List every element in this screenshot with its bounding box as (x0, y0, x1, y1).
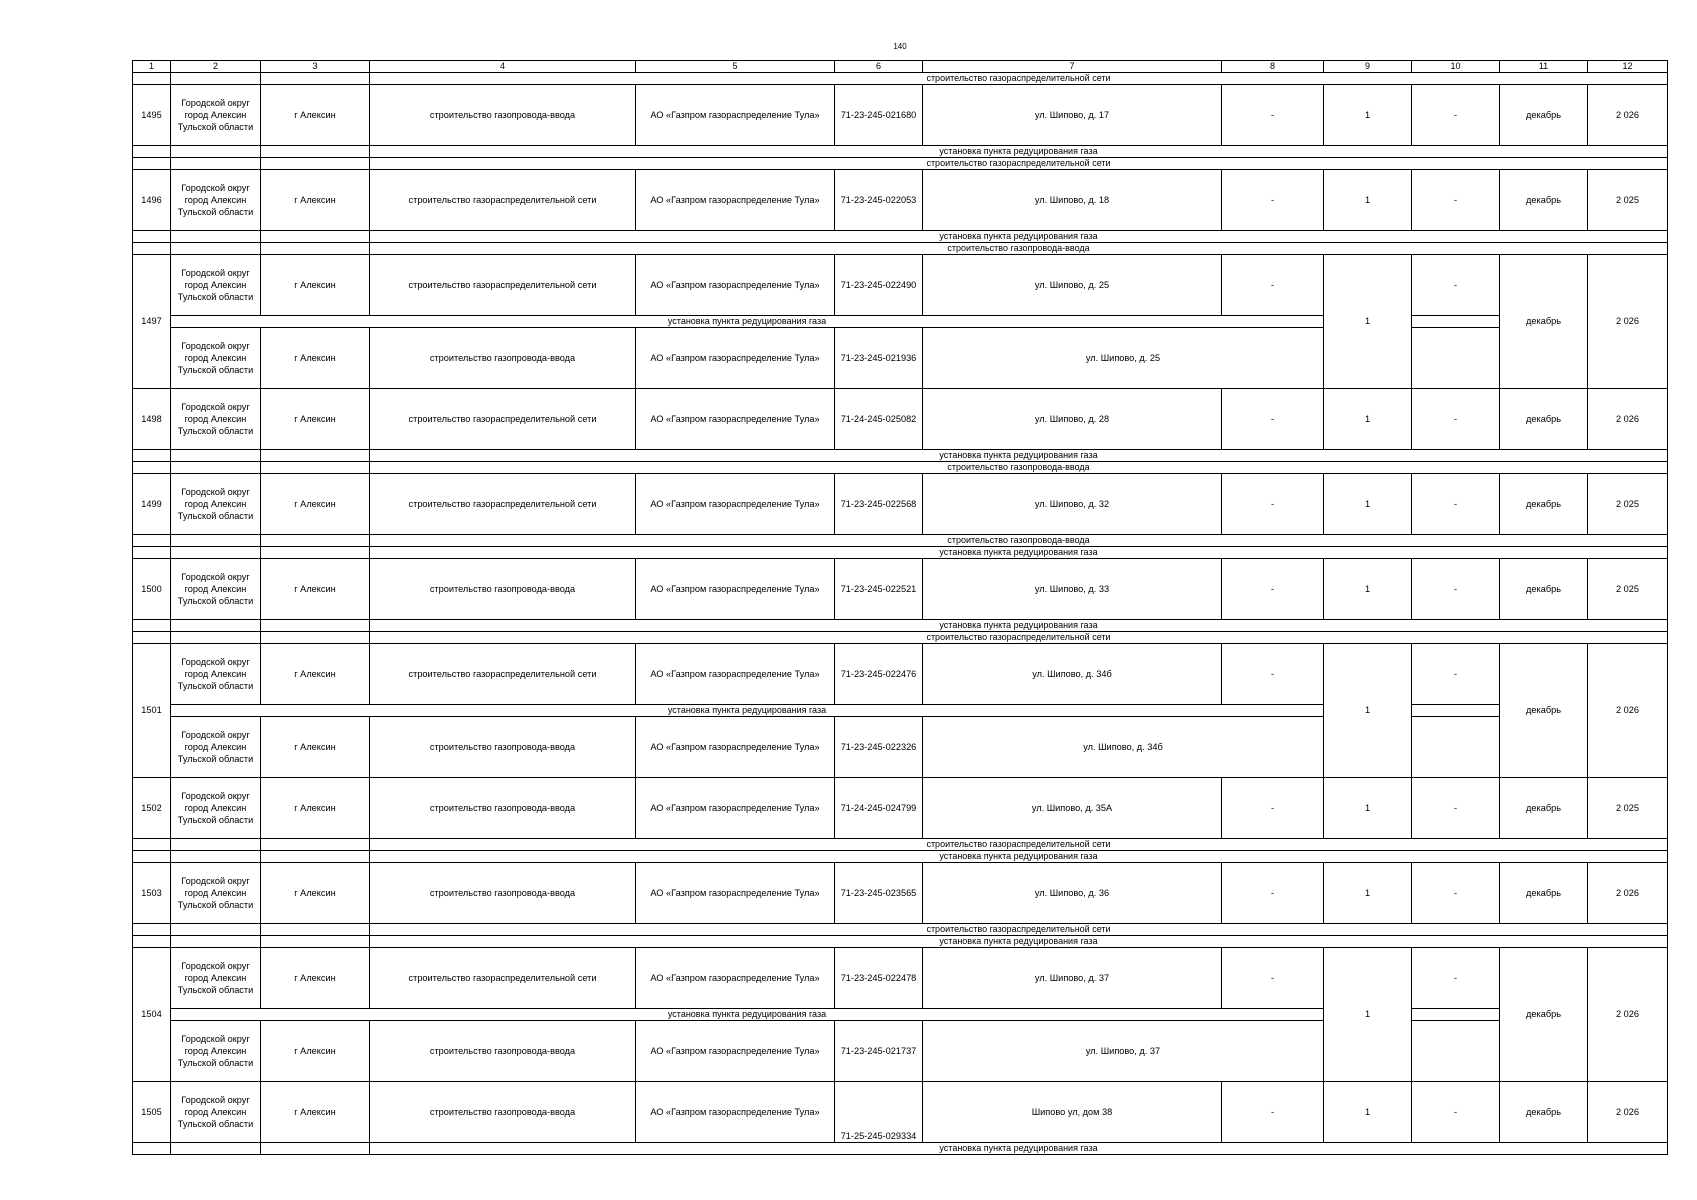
municipality-cell: Городской округ город Алексин Тульской области (171, 559, 261, 620)
header-row (133, 61, 1668, 73)
column-header-10: 10 (1412, 61, 1500, 73)
year-cell: 2 025 (1588, 170, 1668, 231)
work-type-label: установка пункта редуцирования газа (171, 705, 1324, 717)
object-code-cell: 71-24-245-024799 (835, 778, 923, 839)
work-type-label: строительство газопровода-ввода (370, 243, 1668, 255)
column-8-cell: - (1222, 863, 1324, 924)
column-8-cell: - (1222, 474, 1324, 535)
column-header-8: 8 (1222, 61, 1324, 73)
label-empty-cell (171, 243, 261, 255)
label-empty-cell (261, 936, 370, 948)
object-code-cell: 71-23-245-022478 (835, 948, 923, 1009)
column-header-6: 6 (835, 61, 923, 73)
label-empty-cell (261, 450, 370, 462)
group-label-row (133, 1009, 1668, 1021)
settlement-cell: г Алексин (261, 863, 370, 924)
label-empty-cell (261, 839, 370, 851)
label-empty-cell (171, 450, 261, 462)
work-type-label: строительство газораспределительной сети (370, 158, 1668, 170)
organization-cell: АО «Газпром газораспределение Тула» (636, 170, 835, 231)
settlement-cell: г Алексин (261, 1021, 370, 1082)
label-empty-cell (171, 158, 261, 170)
work-description-cell: строительство газораспределительной сети (370, 948, 636, 1009)
column-9-cell: 1 (1324, 948, 1412, 1082)
settlement-cell: г Алексин (261, 85, 370, 146)
label-empty-cell (261, 158, 370, 170)
table-row (133, 717, 1668, 778)
object-code-cell: 71-23-245-022476 (835, 644, 923, 705)
year-cell: 2 026 (1588, 863, 1668, 924)
year-cell: 2 026 (1588, 1082, 1668, 1143)
row-number: 1495 (133, 85, 171, 146)
object-code-cell: 71-23-245-023565 (835, 863, 923, 924)
year-cell: 2 026 (1588, 644, 1668, 778)
municipality-cell: Городской округ город Алексин Тульской области (171, 717, 261, 778)
column-10-cell: - (1412, 170, 1500, 231)
object-code-cell: 71-23-245-022326 (835, 717, 923, 778)
address-cell: ул. Шипово, д. 32 (923, 474, 1222, 535)
row-number: 1497 (133, 255, 171, 389)
table-row (133, 863, 1668, 924)
work-type-label: установка пункта редуцирования газа (370, 450, 1668, 462)
work-description-cell: строительство газораспределительной сети (370, 389, 636, 450)
address-cell: ул. Шипово, д. 25 (923, 328, 1324, 389)
municipality-cell: Городской округ город Алексин Тульской области (171, 328, 261, 389)
organization-cell: АО «Газпром газораспределение Тула» (636, 717, 835, 778)
label-row (133, 547, 1668, 559)
label-empty-cell (171, 146, 261, 158)
table-row (133, 1021, 1668, 1082)
organization-cell: АО «Газпром газораспределение Тула» (636, 1082, 835, 1143)
month-cell: декабрь (1500, 474, 1588, 535)
year-cell: 2 025 (1588, 778, 1668, 839)
label-empty-cell (133, 839, 171, 851)
label-empty-cell (261, 620, 370, 632)
column-9-cell: 1 (1324, 778, 1412, 839)
work-type-label: установка пункта редуцирования газа (171, 1009, 1324, 1021)
label-empty-cell (261, 1143, 370, 1155)
work-type-label: строительство газопровода-ввода (370, 462, 1668, 474)
work-description-cell: строительство газораспределительной сети (370, 644, 636, 705)
column-9-cell: 1 (1324, 389, 1412, 450)
label-empty-cell (133, 231, 171, 243)
label-empty-cell (171, 851, 261, 863)
label-empty-cell (261, 924, 370, 936)
work-description-cell: строительство газопровода-ввода (370, 85, 636, 146)
work-type-label: установка пункта редуцирования газа (370, 936, 1668, 948)
column-10-cell: - (1412, 474, 1500, 535)
work-description-cell: строительство газопровода-ввода (370, 1021, 636, 1082)
column-8-cell: - (1222, 644, 1324, 705)
month-cell: декабрь (1500, 778, 1588, 839)
organization-cell: АО «Газпром газораспределение Тула» (636, 644, 835, 705)
object-code-cell: 71-23-245-022490 (835, 255, 923, 316)
month-cell: декабрь (1500, 948, 1588, 1082)
label-empty-cell (133, 158, 171, 170)
column-9-cell: 1 (1324, 863, 1412, 924)
label-empty-cell (261, 547, 370, 559)
row-number: 1503 (133, 863, 171, 924)
organization-cell: АО «Газпром газораспределение Тула» (636, 559, 835, 620)
column-header-12: 12 (1588, 61, 1668, 73)
label-row (133, 620, 1668, 632)
work-type-label: строительство газораспределительной сети (370, 632, 1668, 644)
column-8-cell: - (1222, 778, 1324, 839)
table-row (133, 644, 1668, 705)
label-row (133, 146, 1668, 158)
row-number: 1499 (133, 474, 171, 535)
column-10-cell (1412, 328, 1500, 389)
work-type-label: строительство газораспределительной сети (370, 73, 1668, 85)
municipality-cell: Городской округ город Алексин Тульской области (171, 85, 261, 146)
column-header-7: 7 (923, 61, 1222, 73)
label-empty-cell (171, 535, 261, 547)
object-code-cell: 71-23-245-021680 (835, 85, 923, 146)
table-row (133, 1082, 1668, 1143)
settlement-cell: г Алексин (261, 559, 370, 620)
column-10-cell (1412, 705, 1500, 717)
organization-cell: АО «Газпром газораспределение Тула» (636, 1021, 835, 1082)
table-row (133, 778, 1668, 839)
work-type-label: строительство газораспределительной сети (370, 839, 1668, 851)
column-10-cell (1412, 1009, 1500, 1021)
municipality-cell: Городской округ город Алексин Тульской области (171, 863, 261, 924)
row-number: 1501 (133, 644, 171, 778)
row-number: 1498 (133, 389, 171, 450)
label-empty-cell (261, 851, 370, 863)
group-label-row (133, 316, 1668, 328)
work-description-cell: строительство газопровода-ввода (370, 778, 636, 839)
label-row (133, 158, 1668, 170)
object-code-cell: 71-23-245-021737 (835, 1021, 923, 1082)
settlement-cell: г Алексин (261, 948, 370, 1009)
column-header-1: 1 (133, 61, 171, 73)
settlement-cell: г Алексин (261, 644, 370, 705)
column-10-cell: - (1412, 644, 1500, 705)
year-cell: 2 026 (1588, 948, 1668, 1082)
address-cell: ул. Шипово, д. 37 (923, 948, 1222, 1009)
column-9-cell: 1 (1324, 644, 1412, 778)
address-cell: Шипово ул, дом 38 (923, 1082, 1222, 1143)
label-empty-cell (171, 620, 261, 632)
label-empty-cell (261, 243, 370, 255)
label-row (133, 535, 1668, 547)
label-empty-cell (133, 936, 171, 948)
address-cell: ул. Шипово, д. 18 (923, 170, 1222, 231)
label-empty-cell (133, 535, 171, 547)
municipality-cell: Городской округ город Алексин Тульской области (171, 778, 261, 839)
month-cell: декабрь (1500, 559, 1588, 620)
label-empty-cell (133, 146, 171, 158)
settlement-cell: г Алексин (261, 255, 370, 316)
work-type-label: установка пункта редуцирования газа (370, 547, 1668, 559)
month-cell: декабрь (1500, 863, 1588, 924)
label-empty-cell (171, 1143, 261, 1155)
label-row (133, 1143, 1668, 1155)
label-row (133, 851, 1668, 863)
year-cell: 2 025 (1588, 559, 1668, 620)
column-9-cell: 1 (1324, 85, 1412, 146)
label-row (133, 936, 1668, 948)
object-code-cell: 71-23-245-021936 (835, 328, 923, 389)
settlement-cell: г Алексин (261, 717, 370, 778)
row-number: 1505 (133, 1082, 171, 1143)
label-empty-cell (261, 73, 370, 85)
label-empty-cell (171, 231, 261, 243)
work-description-cell: строительство газопровода-ввода (370, 328, 636, 389)
gas-distribution-table (132, 60, 1668, 1155)
settlement-cell: г Алексин (261, 328, 370, 389)
organization-cell: АО «Газпром газораспределение Тула» (636, 85, 835, 146)
address-cell: ул. Шипово, д. 25 (923, 255, 1222, 316)
work-description-cell: строительство газораспределительной сети (370, 170, 636, 231)
column-8-cell: - (1222, 389, 1324, 450)
label-empty-cell (261, 462, 370, 474)
row-number: 1502 (133, 778, 171, 839)
column-header-4: 4 (370, 61, 636, 73)
column-10-cell (1412, 717, 1500, 778)
row-number: 1496 (133, 170, 171, 231)
column-9-cell: 1 (1324, 559, 1412, 620)
work-type-label: установка пункта редуцирования газа (171, 316, 1324, 328)
table-row (133, 559, 1668, 620)
label-empty-cell (171, 547, 261, 559)
table-row (133, 170, 1668, 231)
column-9-cell: 1 (1324, 170, 1412, 231)
municipality-cell: Городской округ город Алексин Тульской области (171, 474, 261, 535)
label-empty-cell (133, 620, 171, 632)
label-row (133, 462, 1668, 474)
column-8-cell: - (1222, 1082, 1324, 1143)
month-cell: декабрь (1500, 1082, 1588, 1143)
settlement-cell: г Алексин (261, 778, 370, 839)
column-8-cell: - (1222, 85, 1324, 146)
municipality-cell: Городской округ город Алексин Тульской области (171, 1021, 261, 1082)
settlement-cell: г Алексин (261, 389, 370, 450)
label-empty-cell (171, 839, 261, 851)
organization-cell: АО «Газпром газораспределение Тула» (636, 778, 835, 839)
label-empty-cell (133, 547, 171, 559)
address-cell: ул. Шипово, д. 37 (923, 1021, 1324, 1082)
label-empty-cell (133, 851, 171, 863)
work-description-cell: строительство газопровода-ввода (370, 559, 636, 620)
column-header-9: 9 (1324, 61, 1412, 73)
column-header-11: 11 (1500, 61, 1588, 73)
settlement-cell: г Алексин (261, 170, 370, 231)
table-row (133, 389, 1668, 450)
object-code-cell: 71-23-245-022568 (835, 474, 923, 535)
label-empty-cell (261, 632, 370, 644)
work-description-cell: строительство газораспределительной сети (370, 474, 636, 535)
column-10-cell: - (1412, 863, 1500, 924)
table-row (133, 474, 1668, 535)
column-header-5: 5 (636, 61, 835, 73)
label-empty-cell (171, 462, 261, 474)
column-10-cell: - (1412, 389, 1500, 450)
label-empty-cell (133, 450, 171, 462)
organization-cell: АО «Газпром газораспределение Тула» (636, 328, 835, 389)
column-10-cell: - (1412, 778, 1500, 839)
month-cell: декабрь (1500, 85, 1588, 146)
column-10-cell: - (1412, 255, 1500, 316)
column-10-cell: - (1412, 559, 1500, 620)
label-row (133, 924, 1668, 936)
municipality-cell: Городской округ город Алексин Тульской области (171, 389, 261, 450)
address-cell: ул. Шипово, д. 33 (923, 559, 1222, 620)
municipality-cell: Городской округ город Алексин Тульской области (171, 1082, 261, 1143)
label-empty-cell (133, 632, 171, 644)
label-empty-cell (171, 936, 261, 948)
label-empty-cell (133, 243, 171, 255)
table-row (133, 255, 1668, 316)
column-9-cell: 1 (1324, 474, 1412, 535)
label-empty-cell (261, 146, 370, 158)
address-cell: ул. Шипово, д. 34б (923, 717, 1324, 778)
work-description-cell: строительство газораспределительной сети (370, 255, 636, 316)
year-cell: 2 026 (1588, 255, 1668, 389)
label-empty-cell (133, 73, 171, 85)
row-number: 1500 (133, 559, 171, 620)
municipality-cell: Городской округ город Алексин Тульской области (171, 255, 261, 316)
column-10-cell: - (1412, 948, 1500, 1009)
label-empty-cell (171, 924, 261, 936)
settlement-cell: г Алексин (261, 1082, 370, 1143)
municipality-cell: Городской округ город Алексин Тульской области (171, 948, 261, 1009)
column-8-cell: - (1222, 559, 1324, 620)
label-empty-cell (133, 462, 171, 474)
address-cell: ул. Шипово, д. 35А (923, 778, 1222, 839)
object-code-cell: 71-23-245-022053 (835, 170, 923, 231)
month-cell: декабрь (1500, 170, 1588, 231)
municipality-cell: Городской округ город Алексин Тульской области (171, 170, 261, 231)
object-code-cell: 71-23-245-022521 (835, 559, 923, 620)
column-8-cell: - (1222, 948, 1324, 1009)
work-type-label: установка пункта редуцирования газа (370, 1143, 1668, 1155)
year-cell: 2 025 (1588, 474, 1668, 535)
work-type-label: строительство газопровода-ввода (370, 535, 1668, 547)
column-10-cell: - (1412, 85, 1500, 146)
organization-cell: АО «Газпром газораспределение Тула» (636, 948, 835, 1009)
month-cell: декабрь (1500, 644, 1588, 778)
label-row (133, 243, 1668, 255)
page-number: 140 (893, 42, 907, 51)
work-description-cell: строительство газопровода-ввода (370, 863, 636, 924)
address-cell: ул. Шипово, д. 28 (923, 389, 1222, 450)
object-code-cell: 71-24-245-025082 (835, 389, 923, 450)
label-row (133, 231, 1668, 243)
work-type-label: установка пункта редуцирования газа (370, 851, 1668, 863)
label-row (133, 450, 1668, 462)
work-description-cell: строительство газопровода-ввода (370, 1082, 636, 1143)
month-cell: декабрь (1500, 389, 1588, 450)
label-empty-cell (261, 535, 370, 547)
column-8-cell: - (1222, 255, 1324, 316)
address-cell: ул. Шипово, д. 17 (923, 85, 1222, 146)
label-row (133, 73, 1668, 85)
label-row (133, 632, 1668, 644)
column-10-cell (1412, 1021, 1500, 1082)
group-label-row (133, 705, 1668, 717)
table-row (133, 85, 1668, 146)
table-row (133, 948, 1668, 1009)
label-row (133, 839, 1668, 851)
organization-cell: АО «Газпром газораспределение Тула» (636, 255, 835, 316)
column-8-cell: - (1222, 170, 1324, 231)
table-row (133, 328, 1668, 389)
column-header-2: 2 (171, 61, 261, 73)
column-10-cell: - (1412, 1082, 1500, 1143)
address-cell: ул. Шипово, д. 34б (923, 644, 1222, 705)
year-cell: 2 026 (1588, 389, 1668, 450)
column-9-cell: 1 (1324, 1082, 1412, 1143)
column-10-cell (1412, 316, 1500, 328)
column-9-cell: 1 (1324, 255, 1412, 389)
settlement-cell: г Алексин (261, 474, 370, 535)
label-empty-cell (133, 1143, 171, 1155)
organization-cell: АО «Газпром газораспределение Тула» (636, 389, 835, 450)
label-empty-cell (261, 231, 370, 243)
object-code-cell: 71-25-245-029334 (835, 1082, 923, 1143)
work-description-cell: строительство газопровода-ввода (370, 717, 636, 778)
work-type-label: установка пункта редуцирования газа (370, 620, 1668, 632)
organization-cell: АО «Газпром газораспределение Тула» (636, 474, 835, 535)
address-cell: ул. Шипово, д. 36 (923, 863, 1222, 924)
label-empty-cell (133, 924, 171, 936)
column-header-3: 3 (261, 61, 370, 73)
month-cell: декабрь (1500, 255, 1588, 389)
label-empty-cell (171, 632, 261, 644)
organization-cell: АО «Газпром газораспределение Тула» (636, 863, 835, 924)
work-type-label: строительство газораспределительной сети (370, 924, 1668, 936)
work-type-label: установка пункта редуцирования газа (370, 231, 1668, 243)
municipality-cell: Городской округ город Алексин Тульской области (171, 644, 261, 705)
year-cell: 2 026 (1588, 85, 1668, 146)
work-type-label: установка пункта редуцирования газа (370, 146, 1668, 158)
row-number: 1504 (133, 948, 171, 1082)
label-empty-cell (171, 73, 261, 85)
